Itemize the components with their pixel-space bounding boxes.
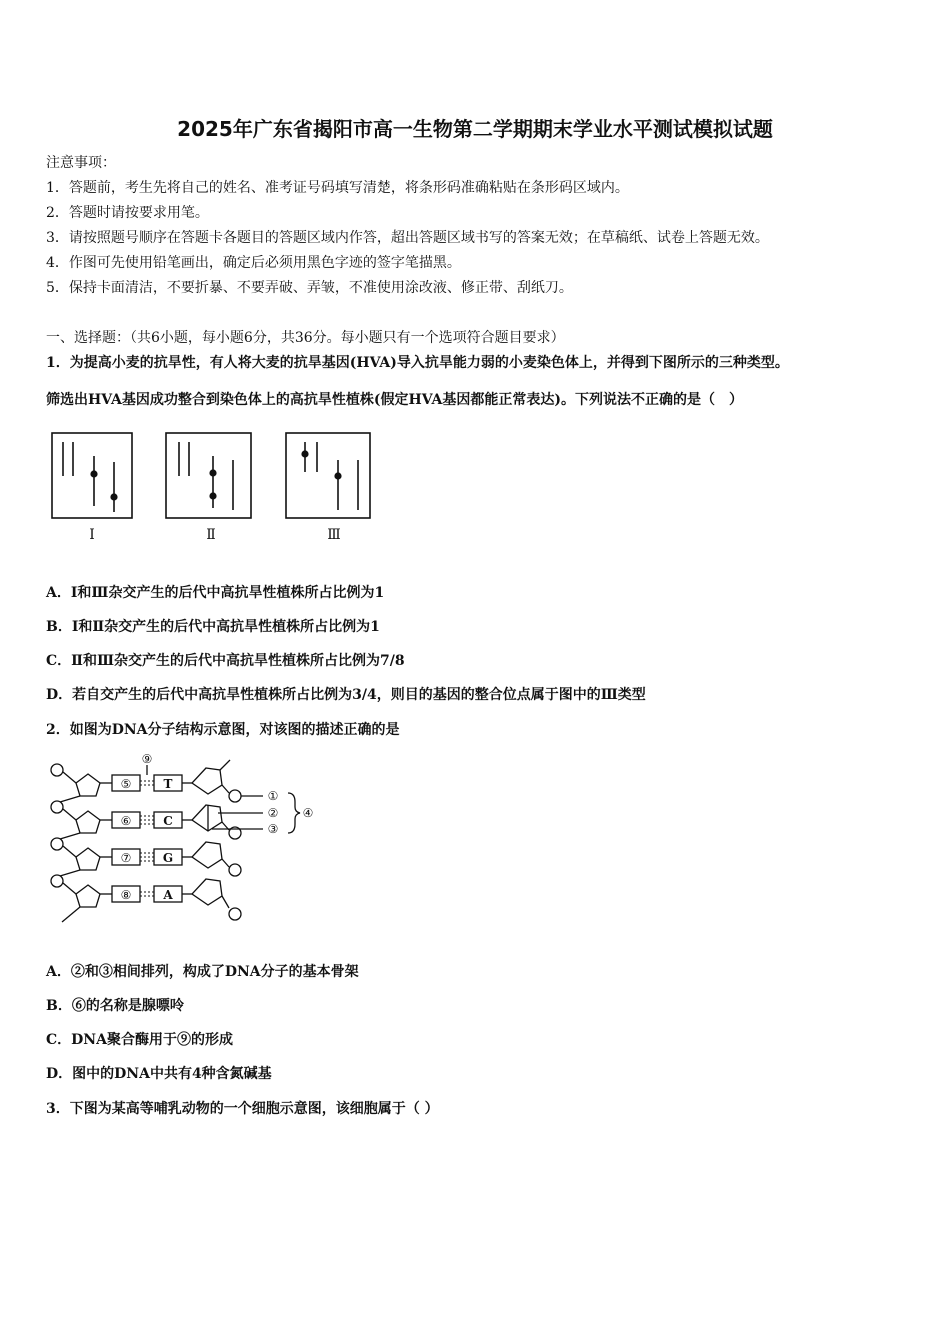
phosphate [51, 764, 63, 776]
deoxyribose [192, 879, 222, 905]
page-title: 2025年广东省揭阳市高一生物第二学期期末学业水平测试模拟试题 [177, 117, 773, 141]
base-a: A [163, 888, 173, 902]
phosphate [229, 790, 241, 802]
q1-option-d: D．若自交产生的后代中高抗旱性植株所占比例为3/4，则目的基因的整合位点属于图中的Ⅲ类型 [46, 687, 646, 703]
deoxyribose [76, 811, 100, 833]
label-2: ② [267, 806, 279, 820]
q1-option-c: C．Ⅱ和Ⅲ杂交产生的后代中高抗旱性植株所占比例为7/8 [46, 653, 405, 669]
hva-gene-dot [111, 494, 117, 500]
deoxyribose [192, 842, 222, 868]
q1-stem-line1: 1．为提高小麦的抗旱性，有人将大麦的抗旱基因(HVA)导入抗旱能力弱的小麦染色体上，并得到下图所示的三种类型。 [46, 355, 789, 371]
label-1: ① [267, 789, 279, 803]
notice-heading: 注意事项： [46, 155, 116, 171]
q2-stem: 2．如图为DNA分子结构示意图，对该图的描述正确的是 [46, 722, 400, 738]
chromosome-type-3 [286, 433, 370, 518]
deoxyribose [192, 768, 222, 794]
q1-stem-line2: 筛选出HVA基因成功整合到染色体上的高抗旱性植株(假定HVA基因都能正常表达)。下列说法不正确的是（ ） [46, 392, 743, 408]
deoxyribose [76, 885, 100, 907]
q2-option-c: C．DNA聚合酶用于⑨的形成 [46, 1032, 233, 1048]
chromosome-type-2 [166, 433, 251, 518]
deoxyribose [192, 805, 222, 831]
notice-item: 5．保持卡面清洁，不要折暴、不要弄破、弄皱，不准使用涂改液、修正带、刮纸刀。 [46, 280, 573, 296]
q2-option-a: A．②和③相间排列，构成了DNA分子的基本骨架 [46, 964, 359, 980]
phosphate [229, 864, 241, 876]
phosphate [51, 801, 63, 813]
hva-gene-dot [210, 470, 216, 476]
hydrogen-bonds [140, 781, 154, 896]
label-4: ④ [302, 806, 314, 820]
notice-item: 4．作图可先使用铅笔画出，确定后必须用黑色字迹的签字笔描黑。 [46, 255, 461, 271]
figure-label-3: Ⅲ [327, 527, 341, 543]
figure-label-1: Ⅰ [89, 527, 95, 543]
label-8: ⑧ [120, 888, 132, 902]
phosphate [51, 838, 63, 850]
q3-stem: 3．下图为某高等哺乳动物的一个细胞示意图，该细胞属于（ ） [46, 1101, 439, 1117]
base-c: C [163, 814, 173, 828]
notice-item: 3．请按照题号顺序在答题卡各题目的答题区域内作答，超出答题区域书写的答案无效；在草稿纸、试卷上答题无效。 [46, 230, 769, 246]
q1-option-a: A．Ⅰ和Ⅲ杂交产生的后代中高抗旱性植株所占比例为1 [46, 585, 385, 601]
figure-label-2: Ⅱ [206, 527, 216, 543]
label-9: ⑨ [141, 752, 153, 766]
label-5: ⑤ [120, 777, 132, 791]
hva-gene-dot [302, 451, 308, 457]
label-3: ③ [267, 822, 279, 836]
label-7: ⑦ [120, 851, 132, 865]
phosphate [229, 908, 241, 920]
base-t: T [163, 777, 173, 791]
q2-option-b: B．⑥的名称是腺嘌呤 [46, 998, 184, 1014]
notice-item: 2．答题时请按要求用笔。 [46, 205, 209, 221]
q1-option-b: B．Ⅰ和Ⅱ杂交产生的后代中高抗旱性植株所占比例为1 [46, 619, 380, 635]
base-g: G [162, 851, 174, 865]
hva-gene-dot [91, 471, 97, 477]
label-6: ⑥ [120, 814, 132, 828]
phosphate [51, 875, 63, 887]
deoxyribose [76, 848, 100, 870]
brace [288, 793, 300, 833]
hva-gene-dot [210, 493, 216, 499]
notice-item: 1．答题前，考生先将自己的姓名、准考证号码填写清楚，将条形码准确粘贴在条形码区域内。 [46, 180, 629, 196]
chromosome-type-1 [52, 433, 132, 518]
q2-option-d: D．图中的DNA中共有4种含氮碱基 [46, 1066, 272, 1082]
deoxyribose [76, 774, 100, 796]
hva-gene-dot [335, 473, 341, 479]
section-heading: 一、选择题：（共6小题，每小题6分，共36分。每小题只有一个选项符合题目要求） [46, 330, 565, 346]
dna-structure-figure [40, 750, 330, 940]
chromosome-figure [46, 428, 386, 548]
